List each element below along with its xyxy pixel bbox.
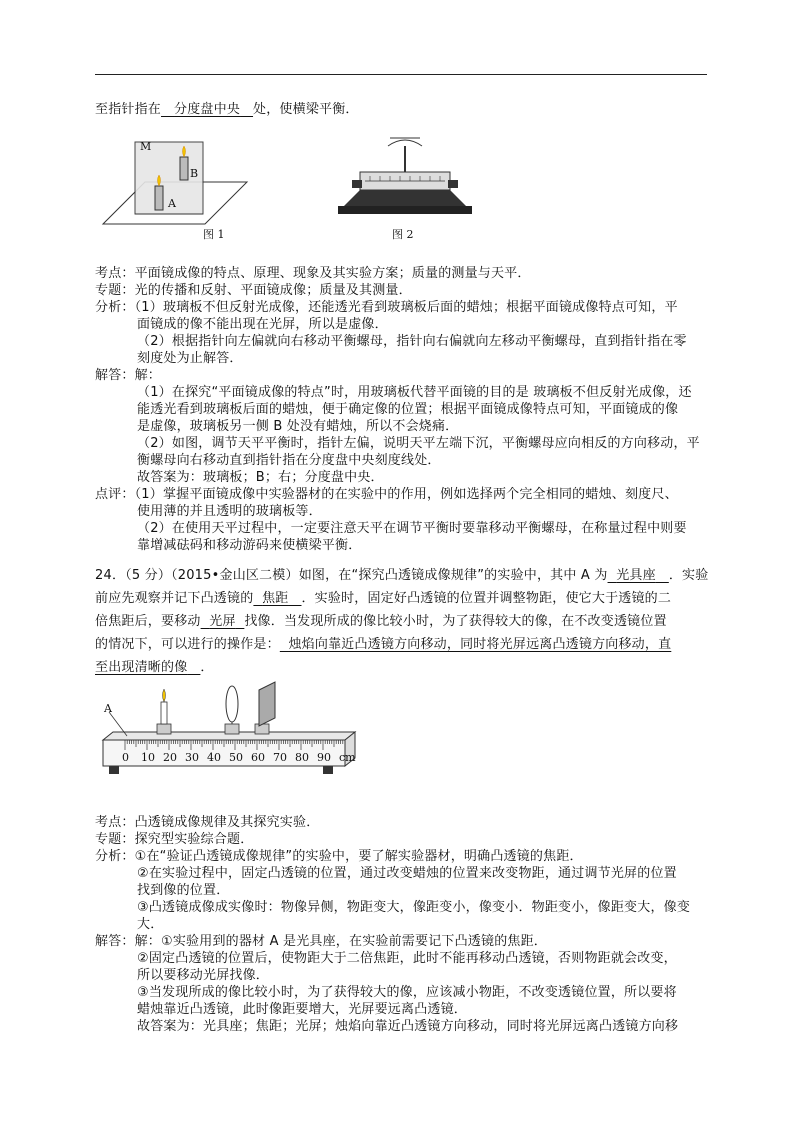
figure-2-caption: 图 2: [392, 228, 414, 241]
q24-jieda-2a: ②固定凸透镜的位置后，使物距大于二倍焦距，此时不能再移动凸透镜，否则物距就会改变，: [137, 951, 677, 966]
figure-1-label-a: A: [168, 197, 176, 210]
q23-jieda-1a: （1）在探究“平面镜成像的特点”时，用玻璃板代替平面镜的目的是 玻璃板不但反射光成像，还: [137, 385, 692, 400]
line-1-pre: 至指针指在: [95, 102, 162, 117]
q24-fenxi-2a: ②在实验过程中，固定凸透镜的位置，通过改变蜡烛的位置来改变物距，通过调节光屏的位置: [137, 866, 677, 881]
line-1-post: 处，使横梁平衡．: [253, 102, 359, 117]
figure-1-plane-mirror: [95, 130, 255, 240]
q24-fenxi-2b: 找到像的位置．: [137, 883, 230, 898]
q24-jieda-2b: 所以要移动光屏找像．: [137, 968, 270, 983]
figure-2-balance: [330, 128, 480, 223]
q23-kaodian: 考点：平面镜成像的特点、原理、现象及其实验方案；质量的测量与天平．: [95, 266, 531, 281]
q23-dianping-2a: （2）在使用天平过程中，一定要注意天平在调节平衡时要靠移动平衡螺母，在称量过程中则要: [137, 521, 687, 536]
q23-jieda-2b: 衡螺母向右移动直到指针指在分度盘中央刻度线处．: [137, 453, 441, 468]
q24-jieda-3a: ③当发现所成的像比较小时，为了获得较大的像，应该减小物距，不改变透镜位置，所以要将: [137, 985, 677, 1000]
q24-fenxi-1: 分析：①在“验证凸透镜成像规律”的实验中，要了解实验器材，明确凸透镜的焦距．: [95, 849, 583, 864]
bench-tick-label: 20: [163, 751, 177, 764]
bench-tick-label: 80: [295, 751, 309, 764]
bench-tick-label: 70: [273, 751, 287, 764]
q23-zhuanti: 专题：光的传播和反射、平面镜成像；质量及其测量．: [95, 283, 412, 298]
q23-fenxi-1b: 面镜成的像不能出现在光屏，所以是虚像．: [137, 317, 388, 332]
figure-optical-bench: [95, 680, 365, 780]
line-1-answer: 分度盘中央: [174, 102, 241, 117]
q23-fenxi-1a: 分析：（1）玻璃板不但反射光成像，还能透光看到玻璃板后面的蜡烛；根据平面镜成像特点可知，平: [95, 300, 678, 315]
q24-answer-3: 光屏: [209, 614, 236, 629]
bench-tick-label: 30: [185, 751, 199, 764]
q24-line-2: 前应先观察并记下凸透镜的 焦距 ．实验时，固定好凸透镜的位置并调整物距，使它大于透镜的二: [95, 591, 672, 606]
q23-jieda-2a: （2）如图，调节天平平衡时，指针左偏，说明天平左端下沉，平衡螺母应向相反的方向移动，平: [137, 436, 700, 451]
q24-kaodian: 考点：凸透镜成像规律及其探究实验．: [95, 815, 320, 830]
q23-dianping-2b: 靠增减砝码和移动游码来使横梁平衡．: [137, 538, 362, 553]
figure-bench-label-a: A: [104, 702, 112, 715]
header-rule: [95, 74, 707, 75]
q24-answer-4-cont: 至出现清晰的像: [95, 660, 188, 675]
q24-fenxi-3b: 大．: [137, 917, 164, 932]
figure-1-label-m: M: [140, 140, 152, 153]
figure-1-label-b: B: [190, 167, 199, 180]
q23-dianping-1b: 使用薄的并且透明的玻璃板等．: [137, 504, 322, 519]
bench-tick-label: 60: [251, 751, 265, 764]
q23-jieda-1c: 是虚像，玻璃板另一侧 B 处没有蜡烛，所以不会烧痛．: [137, 419, 459, 434]
q23-dianping-1a: 点评：（1）掌握平面镜成像中实验器材的在实验中的作用，例如选择两个完全相同的蜡烛、刻度尺、: [95, 487, 678, 502]
bench-tick-label: 90: [317, 751, 331, 764]
q24-line-4: 的情况下，可以进行的操作是： 烛焰向靠近凸透镜方向移动，同时将光屏远离凸透镜方向移动，直: [95, 637, 672, 652]
q24-jieda-1: 解答：解：①实验用到的器材 A 是光具座，在实验前需要记下凸透镜的焦距．: [95, 934, 548, 949]
q24-line-1: 24．（5 分）（2015•金山区二模）如图，在“探究凸透镜成像规律”的实验中，其中 A 为 光具座 ．实验: [95, 568, 709, 583]
q23-jieda-0: 解答：解：: [95, 368, 162, 383]
q23-jieda-1b: 能透光看到玻璃板后面的蜡烛，便于确定像的位置；根据平面镜成像特点可知，平面镜成的像: [137, 402, 679, 417]
bench-tick-label: 50: [229, 751, 243, 764]
q24-jieda-3b: 蜡烛靠近凸透镜，此时像距要增大，光屏要远离凸透镜．: [137, 1002, 468, 1017]
q23-fenxi-2a: （2）根据指针向左偏就向右移动平衡螺母，指针向右偏就向左移动平衡螺母，直到指针指在零: [137, 334, 687, 349]
figure-1-caption: 图 1: [203, 228, 225, 241]
q23-fenxi-2b: 刻度处为止解答．: [137, 351, 243, 366]
line-1: [95, 100, 359, 119]
q24-answer-2: 焦距: [262, 591, 289, 606]
q24-answer-1: 光具座: [616, 568, 656, 583]
q24-zhuanti: 专题：探究型实验综合题．: [95, 832, 254, 847]
bench-tick-label: 0: [122, 751, 129, 764]
q24-line-3: 倍焦距后，要移动 光屏 找像．当发现所成的像比较小时，为了获得较大的像，在不改变透镜位置: [95, 614, 667, 629]
q23-jieda-3: 故答案为：玻璃板；B；右；分度盘中央．: [137, 470, 384, 485]
bench-tick-label: 10: [141, 751, 155, 764]
q24-line-5: 至出现清晰的像 ．: [95, 660, 214, 675]
bench-tick-label: 40: [207, 751, 221, 764]
q24-jieda-4: 故答案为：光具座；焦距；光屏；烛焰向靠近凸透镜方向移动，同时将光屏远离凸透镜方向移: [137, 1019, 679, 1034]
q24-answer-4: 烛焰向靠近凸透镜方向移动，同时将光屏远离凸透镜方向移动，直: [288, 637, 672, 652]
q24-fenxi-3a: ③凸透镜成像成实像时：物像异侧，物距变大，像距变小，像变小．物距变小，像距变大，像变: [137, 900, 691, 915]
bench-tick-label: cm: [339, 751, 356, 764]
